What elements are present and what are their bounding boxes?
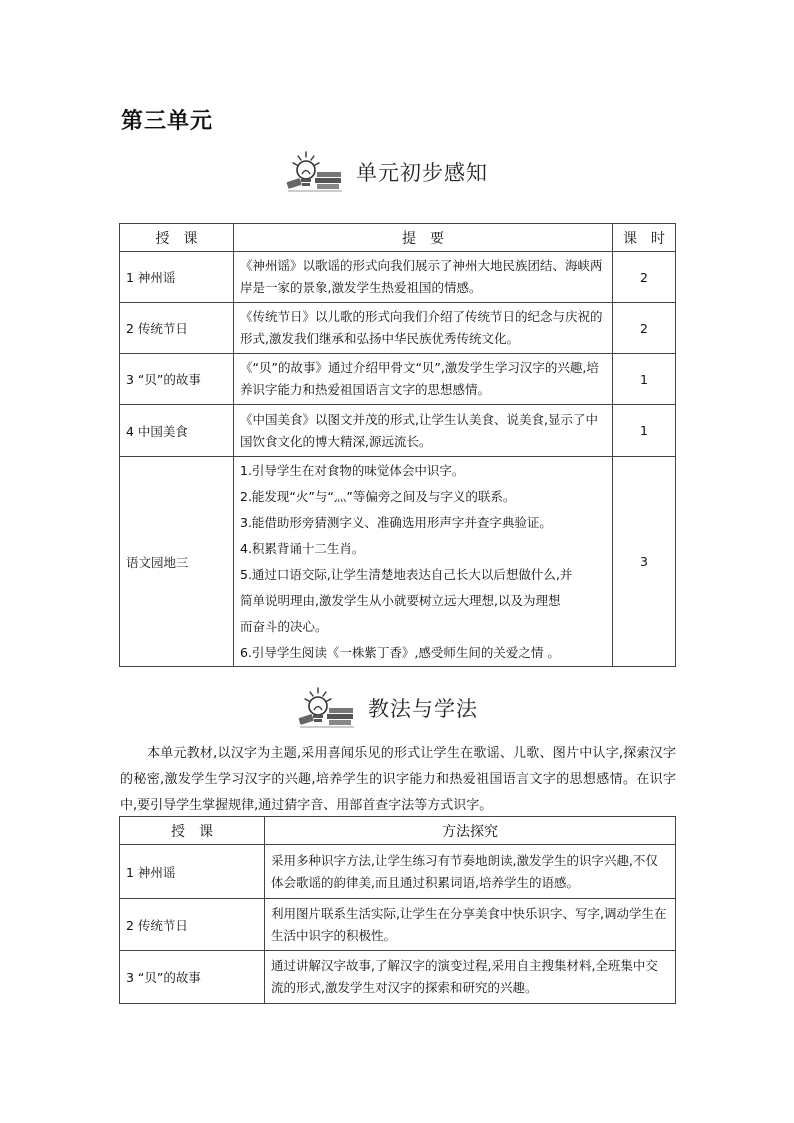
- column-header-hours: 课 时: [613, 224, 676, 252]
- goal-line: 3.能借助形旁猜测字义、准确选用形声字并查字典验证。: [240, 514, 552, 530]
- table-row: [120, 405, 676, 457]
- section-heading-overview: [284, 150, 488, 194]
- goal-line: 简单说明理由,激发学生从小就要树立远大理想,以及为理想: [240, 592, 561, 608]
- hours-cell: 2: [613, 252, 676, 303]
- column-header-summary: 提 要: [234, 224, 613, 252]
- page-title: 第三单元: [121, 109, 214, 134]
- method-cell: 利用图片联系生活实际,让学生在分享美食中快乐识字、写字,调动学生在生活中识字的积极性。: [265, 899, 676, 951]
- method-cell: 采用多种识字方法,让学生练习有节奏地朗读,激发学生的识字兴趣,不仅体会歌谣的韵律美,而且通过积累词语,培养学生的语感。: [265, 845, 676, 899]
- summary-cell: 《神州谣》以歌谣的形式向我们展示了神州大地民族团结、海峡两岸是一家的景象,激发学生热爱祖国的情感。: [234, 252, 613, 303]
- table-header-row: [120, 817, 676, 845]
- lightbulb-books-icon: [284, 150, 346, 194]
- section-heading-text: 教法与学法: [368, 697, 478, 721]
- lightbulb-books-icon: [296, 686, 358, 730]
- goals-cell: [234, 457, 613, 667]
- goal-line: 6.引导学生阅读《一株紫丁香》,感受师生间的关爱之情 。: [240, 644, 560, 660]
- table-row: [120, 354, 676, 405]
- column-header-lesson: 授 课: [120, 224, 234, 252]
- table-row: [120, 457, 676, 667]
- table-row: [120, 252, 676, 303]
- section-heading-methods: [296, 686, 478, 730]
- goal-line: 而奋斗的决心。: [240, 618, 328, 634]
- lesson-cell: 4 中国美食: [120, 405, 234, 457]
- table-row: [120, 899, 676, 951]
- column-header-lesson: 授 课: [120, 817, 265, 845]
- table-row: [120, 303, 676, 354]
- column-header-method: 方法探究: [265, 817, 676, 845]
- lesson-cell: 语文园地三: [120, 457, 234, 667]
- hours-cell: 1: [613, 354, 676, 405]
- lesson-cell: 1 神州谣: [120, 845, 265, 899]
- method-cell: 通过讲解汉字故事,了解汉字的演变过程,采用自主搜集材料,全班集中交流的形式,激发学生对汉字的探索和研究的兴趣。: [265, 951, 676, 1004]
- hours-cell: 2: [613, 303, 676, 354]
- methods-intro-paragraph: 本单元教材,以汉字为主题,采用喜闻乐见的形式让学生在歌谣、儿歌、图片中认字,探索汉字的秘密,激发学生学习汉字的兴趣,培养学生的识字能力和热爱祖国语言文字的思想感情。在识字中,要引导学生掌握规律,通过猜字音、用部首查字法等方式识字。: [120, 746, 676, 813]
- goal-line: 1.引导学生在对食物的味觉体会中识字。: [240, 462, 465, 478]
- summary-cell: 《传统节日》以儿歌的形式向我们介绍了传统节日的纪念与庆祝的形式,激发我们继承和弘扬中华民族优秀传统文化。: [234, 303, 613, 354]
- hours-cell: 3: [613, 457, 676, 667]
- summary-cell: 《“贝”的故事》通过介绍甲骨文“贝”,激发学生学习汉字的兴趣,培养识字能力和热爱祖国语言文字的思想感情。: [234, 354, 613, 405]
- hours-cell: 1: [613, 405, 676, 457]
- lesson-cell: 2 传统节日: [120, 899, 265, 951]
- lesson-cell: 2 传统节日: [120, 303, 234, 354]
- table-row: [120, 845, 676, 899]
- goal-line: 5.通过口语交际,让学生清楚地表达自己长大以后想做什么,并: [240, 566, 573, 582]
- goal-line: 2.能发现“火”与“灬”等偏旁之间及与字义的联系。: [240, 488, 516, 504]
- table-header-row: [120, 224, 676, 252]
- summary-cell: 《中国美食》以图文并茂的形式,让学生认美食、说美食,显示了中国饮食文化的博大精深,源远流长。: [234, 405, 613, 457]
- methods-table: [119, 816, 676, 1004]
- lesson-cell: 3 “贝”的故事: [120, 951, 265, 1004]
- table-row: [120, 951, 676, 1004]
- lesson-cell: 1 神州谣: [120, 252, 234, 303]
- overview-table: [119, 223, 676, 667]
- goal-line: 4.积累背诵十二生肖。: [240, 540, 365, 556]
- lesson-cell: 3 “贝”的故事: [120, 354, 234, 405]
- section-heading-text: 单元初步感知: [356, 161, 488, 185]
